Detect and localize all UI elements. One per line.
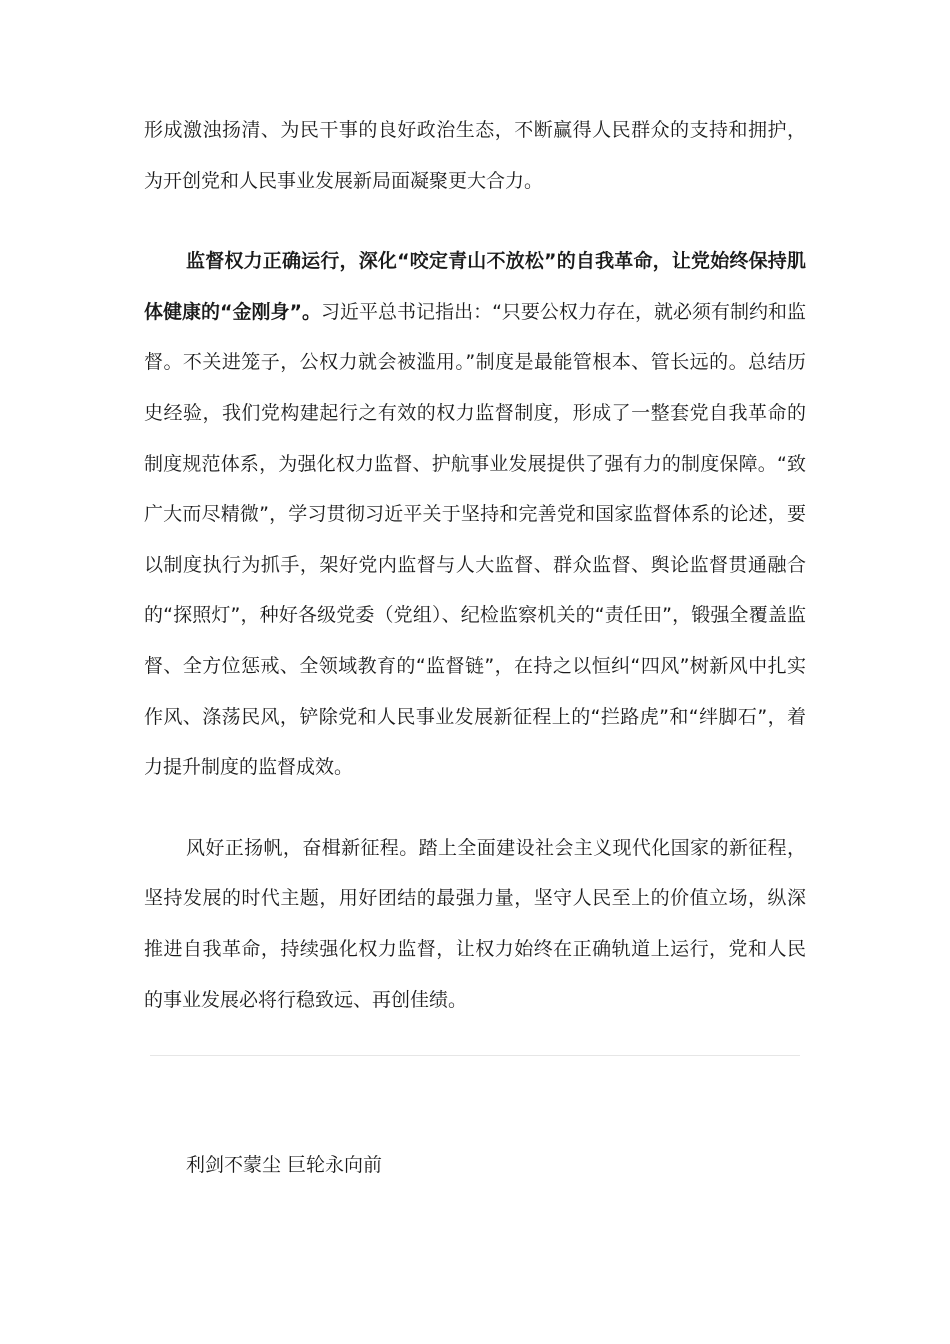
paragraph-gap — [144, 793, 806, 823]
paragraph-gap — [144, 206, 806, 236]
paragraph-3: 风好正扬帆，奋楫新征程。踏上全面建设社会主义现代化国家的新征程，坚持发展的时代主题，用好团结的最强力量，坚守人民至上的价值立场，纵深推进自我革命，持续强化权力监督，让权力始终在正确轨道上运行，党和人民的事业发展必将行稳致远、再创佳绩。 — [144, 836, 806, 1011]
article-body — [144, 105, 806, 1025]
paragraph-2 — [144, 236, 806, 793]
section-divider — [150, 1055, 800, 1056]
paragraph-2-text: 习近平总书记指出：“只要公权力存在，就必须有制约和监督。不关进笼子，公权力就会被滥用。”制度是最能管根本、管长远的。总结历史经验，我们党构建起行之有效的权力监督制度，形成了一整套党自我革命的制度规范体系，为强化权力监督、护航事业发展提供了强有力的制度保障。“致广大而尽精微”，学习贯彻习近平关于坚持和完善党和国家监督体系的论述，要以制度执行为抓手，架好党内监督与人大监督、群众监督、舆论监督贯通融合的“探照灯”，种好各级党委（党组）、纪检监察机关的“责任田”，锻强全覆盖监督、全方位惩戒、全领域教育的“监督链”，在持之以恒纠“四风”树新风中扎实作风、涤荡民风，铲除党和人民事业发展新征程上的“拦路虎”和“绊脚石”，着力提升制度的监督成效。 — [144, 300, 806, 779]
next-section-title: 利剑不蒙尘 巨轮永向前 — [186, 1154, 383, 1176]
paragraph-2-lead: 监督权力正确运行，深化“咬定青山不放松”的自我革命，让党始终保持肌体健康的“金刚身”。 — [144, 250, 806, 323]
paragraph-1: 形成激浊扬清、为民干事的良好政治生态，不断赢得人民群众的支持和拥护，为开创党和人民事业发展新局面凝聚更大合力。 — [144, 119, 806, 192]
